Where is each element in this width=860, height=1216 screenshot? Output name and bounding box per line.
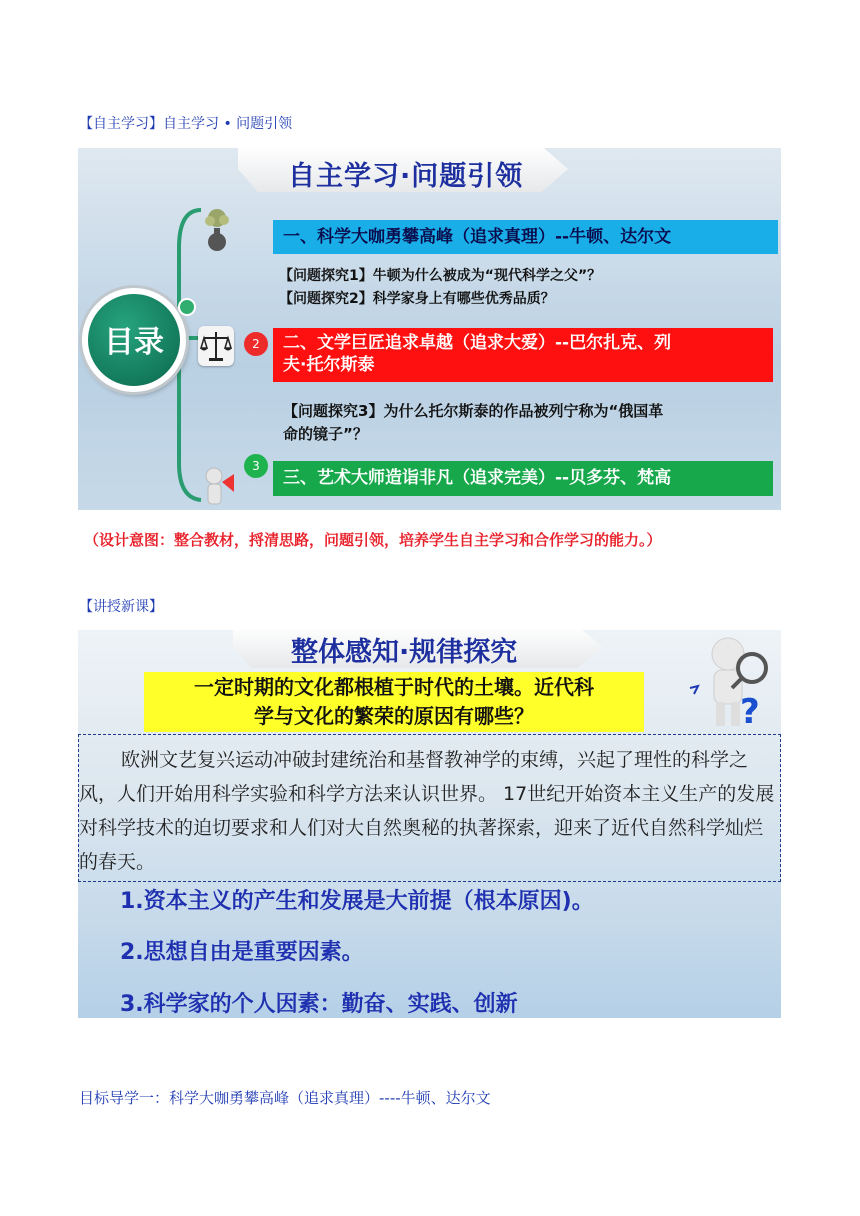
topic-number-2: 2 — [244, 332, 268, 356]
guiding-question-line-1: 一定时期的文化都根植于时代的土壤。近代科 — [194, 675, 594, 699]
section-heading-goal-one: 目标导学一：科学大咖勇攀高峰（追求真理）----牛顿、达尔文 — [79, 1089, 491, 1107]
topic-bar-3: 三、艺术大师造诣非凡（追求完美）--贝多芬、梵高 — [273, 461, 773, 496]
guiding-question-line-2: 学与文化的繁荣的原因有哪些？ — [254, 704, 534, 728]
topic-2-line-2: 夫·托尔斯泰 — [283, 355, 375, 375]
topic-bar-2 — [273, 328, 773, 382]
question-3-line-2: 命的镜子”？ — [283, 425, 368, 443]
reason-point-1: 1.资本主义的产生和发展是大前提（根本原因)。 — [120, 889, 594, 914]
catalog-label: 目录 — [104, 325, 164, 360]
topic-bar-1: 一、科学大咖勇攀高峰（追求真理）--牛顿、达尔文 — [273, 220, 778, 254]
catalog-dot — [178, 298, 196, 316]
question-3-line-1: 【问题探究3】为什么托尔斯泰的作品被列宁称为“俄国革 — [283, 402, 664, 420]
slide-banner-title: 自主学习·问题引领 — [288, 161, 524, 192]
question-1: 【问题探究1】牛顿为什么被成为“现代科学之父”？ — [279, 268, 602, 284]
question-2: 【问题探究2】科学家身上有哪些优秀品质？ — [279, 291, 555, 307]
slide-self-study — [78, 148, 781, 510]
reason-point-2: 2.思想自由是重要因素。 — [120, 940, 364, 965]
topic-number-3: 3 — [244, 454, 268, 478]
plant-vase-icon — [199, 208, 235, 248]
megaphone-person-icon — [200, 466, 240, 510]
topic-2-line-1: 二、文学巨匠追求卓越（追求大爱）--巴尔扎克、列 — [283, 333, 672, 353]
explanation-box — [78, 734, 781, 882]
slide-overall-perception — [78, 630, 781, 1018]
section-heading-new-lesson: 【讲授新课】 — [79, 599, 163, 615]
section-heading-self-study: 【自主学习】自主学习 • 问题引领 — [79, 116, 293, 132]
magnifier-person-icon — [688, 632, 778, 732]
slide-banner-title: 整体感知·规律探究 — [291, 637, 518, 668]
reason-point-3: 3.科学家的个人因素：勤奋、实践、创新 — [120, 992, 518, 1017]
design-intent-note: （设计意图：整合教材，捋清思路，问题引领，培养学生自主学习和合作学习的能力。） — [84, 531, 662, 549]
question-mark-icon: ? — [740, 692, 760, 732]
explanation-paragraph: 欧洲文艺复兴运动冲破封建统治和基督教神学的束缚，兴起了理性的科学之风，人们开始用科学实验和科学方法来认识世界。 17世纪开始资本主义生产的发展对科学技术的迫切要求和人们对大自然奥秘的执著探索，迎来了近代自然科学灿烂的春天。 — [79, 749, 775, 873]
guiding-question-box — [144, 672, 644, 732]
catalog-circle — [82, 288, 186, 392]
scales-icon — [198, 326, 234, 366]
